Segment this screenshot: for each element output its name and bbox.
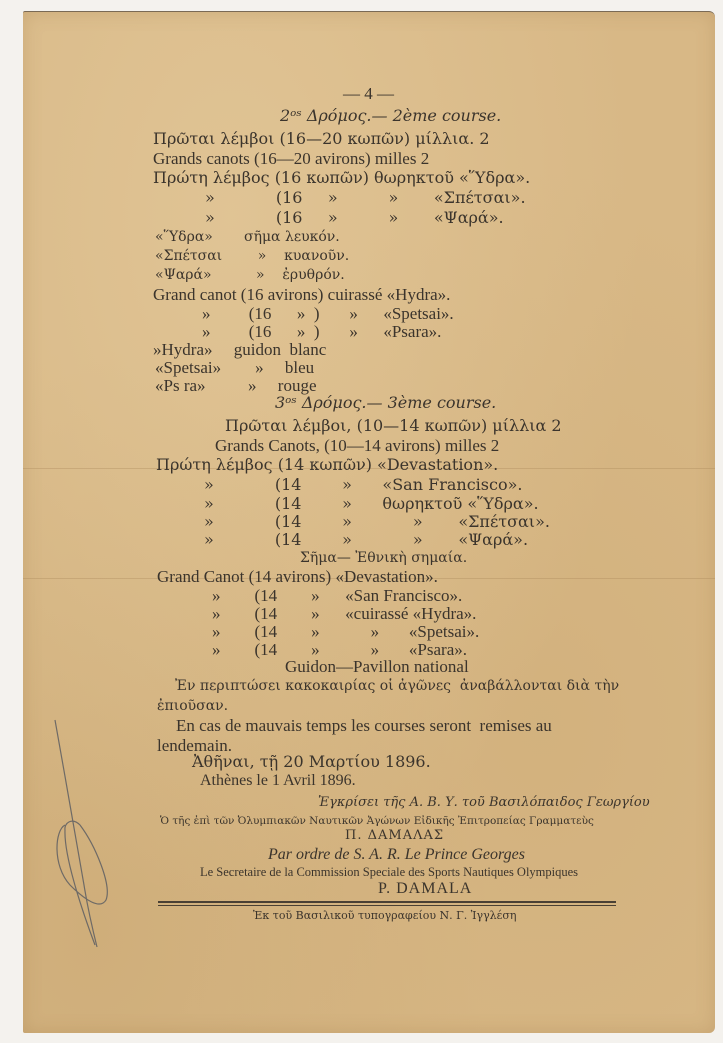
race2-line: »Hydra» guidon blanc (153, 340, 327, 359)
race2-line: » (16 » » «Ψαρά». (205, 208, 504, 227)
race2-line: Πρώτη λέμβος (16 κωπῶν) θωρηκτοῦ «Ὕδρα». (153, 168, 531, 187)
printer-imprint: Ἐκ τοῦ Βασιλικοῦ τυπογραφείου Ν. Γ. Ἰγγλέση (253, 909, 517, 922)
race3-line: Grand Canot (14 avirons) «Devastation». (157, 567, 438, 586)
race2-line: » (16 » ) » «Psara». (202, 322, 442, 341)
greek-secretary-title: Ὁ τῆς ἐπὶ τῶν Ὀλυμπιακῶν Ναυτικῶν Ἀγώνων Εἰδικῆς Ἐπιτροπείας Γραμματεὺς (160, 815, 594, 827)
notice-french-cont: lendemain. (157, 736, 233, 755)
pencil-scribble-icon (50, 715, 120, 955)
race2-line: » (16 » ) » «Spetsai». (202, 304, 454, 323)
french-order: Par ordre de S. A. R. Le Prince Georges (268, 846, 525, 863)
race3-line: » (14 » θωρηκτοῦ «Ὕδρα». (204, 494, 539, 513)
notice-greek: Ἐν περιπτώσει κακοκαιρίας οἱ ἀγῶνες ἀναβάλλονται διὰ τὴν (175, 678, 620, 694)
race3-heading: 3ᵒˢ Δρόμος.— 3ème course. (275, 393, 497, 412)
race2-line: » (16 » » «Σπέτσαι». (205, 188, 526, 207)
french-secretary-title: Le Secretaire de la Commission Speciale des Sports Nautiques Olympiques (200, 865, 579, 879)
race3-line: » (14 » «San Francisco». (204, 475, 523, 494)
race3-line: » (14 » » «Ψαρά». (204, 530, 529, 549)
page-number: — 4 — (343, 84, 394, 103)
greek-approval: Ἐγκρίσει τῆς Α. Β. Υ. τοῦ Βασιλόπαιδος Γεωργίου (318, 795, 650, 810)
race3-line: Guidon—Pavillon national (285, 657, 469, 676)
race3-line: » (14 » » «Σπέτσαι». (204, 512, 550, 531)
race3-line: » (14 » » «Spetsai». (212, 622, 480, 641)
race3-line: » (14 » «San Francisco». (212, 586, 463, 605)
notice-french: En cas de mauvais temps les courses seront remises au (176, 716, 552, 735)
notice-greek-cont: ἐπιοῦσαν. (157, 698, 229, 714)
race2-line: Grands canots (16—20 avirons) milles 2 (153, 149, 430, 168)
date-french: Athènes le 1 Avril 1896. (200, 772, 356, 789)
race3-line: Πρώτη λέμβος (14 κωπῶν) «Devastation». (156, 455, 499, 474)
race3-line: Σῆμα— Ἐθνικὴ σημαία. (300, 550, 468, 566)
greek-signatory-name: Π. ΔΑΜΑΛΑΣ (345, 828, 445, 843)
race3-line: » (14 » «cuirassé «Hydra». (212, 604, 477, 623)
date-greek: Ἀθῆναι, τῇ 20 Μαρτίου 1896. (192, 752, 431, 771)
race2-line: «Spetsai» » bleu (155, 358, 315, 377)
race2-line: Grand canot (16 avirons) cuirassé «Hydra». (153, 285, 451, 304)
race2-line: «Ὕδρα» σῆμα λευκόν. (155, 229, 340, 245)
race3-line: Grands Canots, (10—14 avirons) milles 2 (215, 436, 500, 455)
race3-line: Πρῶται λέμβοι, (10—14 κωπῶν) μίλλια 2 (225, 416, 562, 435)
race3-line: » (14 » » «Psara». (212, 640, 467, 659)
race2-line: «Σπέτσαι » κυανοῦν. (155, 248, 350, 264)
double-rule (158, 901, 616, 903)
race2-line: Πρῶται λέμβοι (16—20 κωπῶν) μίλλια. 2 (153, 129, 490, 148)
french-signatory-name: P. DAMALA (378, 880, 473, 897)
race2-line: «Ps ra» » rouge (155, 376, 317, 395)
race2-heading: 2ᵒˢ Δρόμος.— 2ème course. (280, 106, 502, 125)
race2-line: «Ψαρά» » ἐρυθρόν. (155, 267, 345, 283)
double-rule (158, 905, 616, 906)
